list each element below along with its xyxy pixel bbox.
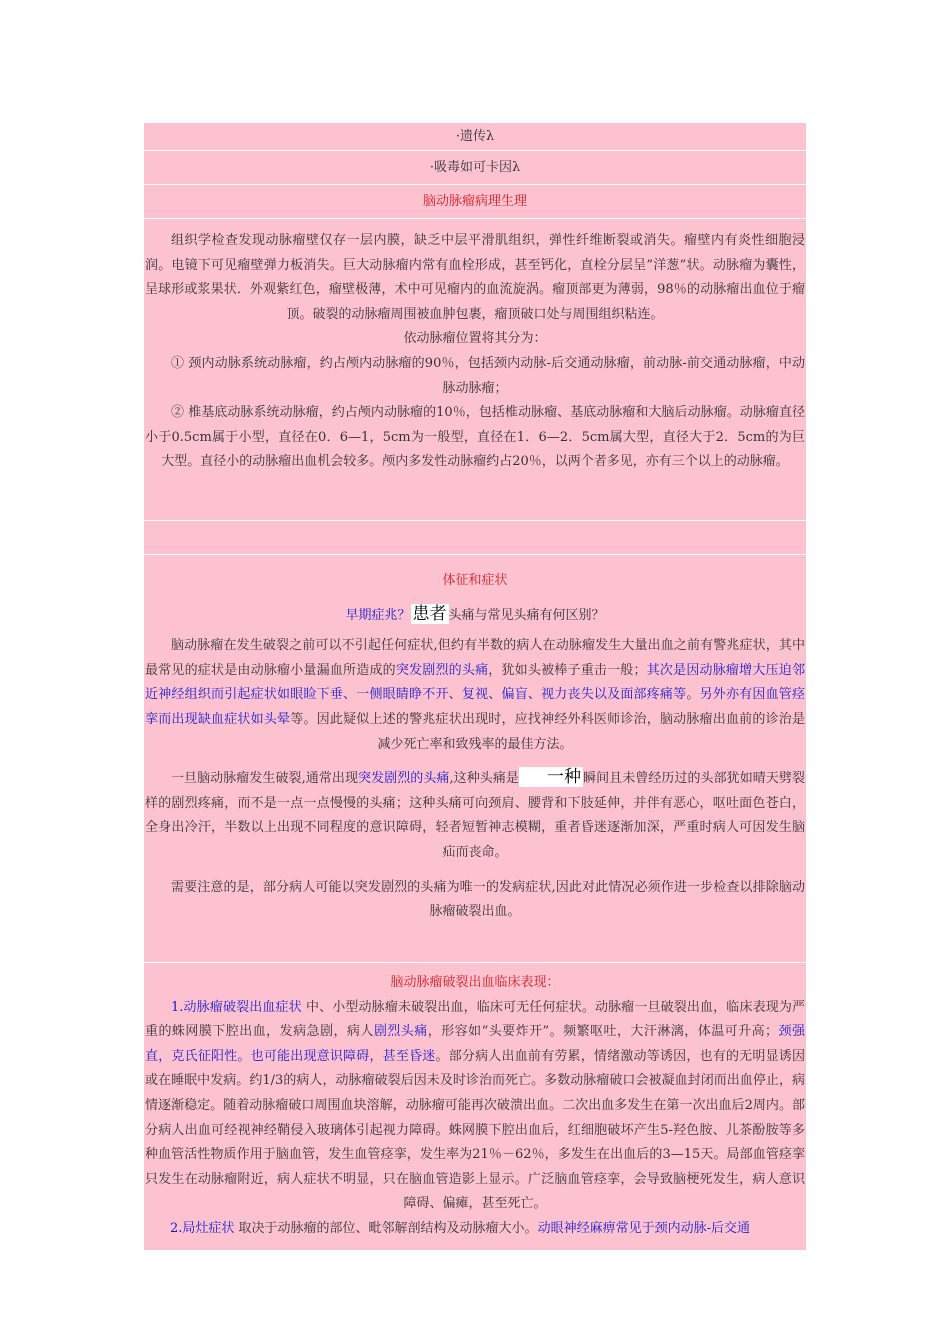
pathology-paragraph-4: ② 椎基底动脉系统动脉瘤，约占颅内动脉瘤的10％，包括椎动脉瘤、基底动脉瘤和大脑后动脉瘤。动脉瘤直径小于0.5cm属于小型，直径在0．6—1，5cm为一般型，直径在1．6—2．5cm属大型，直径大于2．5cm的为巨大型。直径小的动脉瘤出血机会较多。颅内多发性动脉瘤约占20％，以两个者多见，亦有三个以上的动脉瘤。 (145, 405, 805, 470)
section-title-signs: 体征和症状 (442, 573, 508, 588)
highlight-text: 突发剧烈的头痛 (358, 771, 450, 787)
highlight-text: 突发剧烈的头痛 (395, 662, 489, 678)
text-run: 瞬间且未曾经历过的头部犹如晴天劈裂样的剧烈疼痛，而不是一点一点慢慢的头痛；这种头痛可向颈肩、腰背和下肢延伸，并伴有恶心，呕吐面色苍白，全身出冷汗，半数以上出现不同程度的意识障碍，轻者短暂神志模糊，重者昏迷逐渐加深，严重时病人可因发生脑疝而丧命。 (145, 771, 805, 860)
text-run: 脑动脉瘤在发生破裂之前可以不引起任何症状,但约有半数的病人在动脉瘤发生大量出血之前有警兆症状，其中最常见的症状是由动脉瘤小量漏血所造成的 (145, 638, 805, 678)
highlight-text: 动脉瘤破裂出血症状 (183, 999, 302, 1015)
text-run: ，犹如头被棒子重击一般； (488, 662, 647, 678)
clinical-item-1 (144, 996, 806, 1217)
signs-paragraph-3: 需要注意的是，部分病人可能以突发剧烈的头痛为唯一的发病症状,因此对此情况必须作进一步检查以排除脑动脉瘤破裂出血。 (171, 879, 805, 920)
text-run: 一旦脑动脉瘤发生破裂,通常出现 (171, 771, 359, 787)
text-run: 取决于动脉瘤的部位、毗邻解剖结构及动脉瘤大小。 (234, 1220, 538, 1236)
item-number: 2. (170, 1220, 183, 1236)
section-title-clinical: 脑动脉瘤破裂出血临床表现： (390, 975, 560, 990)
text-run: 。 (686, 687, 700, 703)
document-page (144, 123, 806, 1251)
text-run: 中、小型动脉瘤未破裂出血，临床可无任何症状。动脉瘤一旦破裂出血，临床表现为严重的蛛网膜下腔出血，发病急剧，病人 (145, 999, 805, 1040)
highlight-text: 另外亦有因血管痉挛而出现缺血症状如头晕 (145, 687, 805, 727)
highlight-text: 剧烈头痛 (373, 1024, 428, 1040)
highlight-text: 颈强直，克氏征阳性。也可能出现意识障碍，甚至昏迷 (145, 1024, 805, 1064)
early-question-text: 头痛与常见头痛有何区别？ (448, 607, 605, 623)
highlight-box-word: 患者 (412, 603, 447, 624)
section-title-pathology: 脑动脉瘤病理生理 (144, 185, 806, 219)
spacer-row (144, 521, 806, 555)
highlight-text: 动眼神经麻痹常见于颈内动脉-后交通 (537, 1220, 750, 1236)
pathology-paragraph-2: 依动脉瘤位置将其分为： (403, 331, 547, 347)
pathology-paragraph-1: 组织学检查发现动脉瘤壁仅存一层内膜，缺乏中层平滑肌组织，弹性纤维断裂或消失。瘤壁内有炎性细胞浸润。电镜下可见瘤壁弹力板消失。巨大动脉瘤内常有血栓形成，甚至钙化，直栓分层呈”洋葱”状。动脉瘤为囊性，呈球形或浆果状．外观紫红色，瘤壁极薄，术中可见瘤内的血流旋涡。瘤顶部更为薄弱，98％的动脉瘤出血位于瘤顶。破裂的动脉瘤周围被血肿包裹，瘤顶破口处与周围组织粘连。 (145, 233, 805, 322)
text-run: ，形容如“头要炸开”。频繁呕吐，大汗淋漓，体温可升高； (427, 1024, 779, 1040)
text-run: 等。因此疑似上述的警兆症状出现时，应找神经外科医师诊治，脑动脉瘤出血前的诊治是减少死亡率和致残率的最佳方法。 (290, 711, 805, 752)
highlight-text: 局灶症状 (182, 1220, 235, 1236)
highlight-box-word: 一种 (519, 767, 583, 787)
pathology-section (144, 219, 806, 521)
pathology-paragraph-3: ① 颈内动脉系统动脉瘤，约占颅内动脉瘤的90％，包括颈内动脉-后交通动脉瘤，前动脉-前交通动脉瘤，中动脉动脉瘤； (171, 355, 805, 396)
list-item-genetic: ·遗传λ (144, 123, 806, 151)
clinical-item-2 (144, 1217, 806, 1242)
text-run: ,这种头痛是 (449, 771, 519, 787)
text-run: 。部分病人出血前有劳累，情绪激动等诱因，也有的无明显诱因或在睡眠中发病。约1/3的病人，动脉瘤破裂后因未及时诊治而死亡。多数动脉瘤破口会被凝血封闭而出血停止，病情逐渐稳定。随着动脉瘤破口周围血块溶解，动脉瘤可能再次破溃出血。二次出血多发生在第一次出血后2周内。部分病人出血可经视神经鞘侵入玻璃体引起视力障碍。蛛网膜下腔出血后，红细胞破坏产生5-羟色胺、儿茶酚胺等多种血管活性物质作用于脑血管，发生血管痉挛，发生率为21％－62％，多发生在出血后的3—15天。局部血管痉挛只发生在动脉瘤附近，病人症状不明显，只在脑血管造影上显示。广泛脑血管痉挛，会导致脑梗死发生，病人意识障碍、偏瘫，甚至死亡。 (145, 1048, 805, 1212)
list-item-drug: ·吸毒如可卡因λ (144, 151, 806, 185)
early-question-label: 早期症兆？ (345, 607, 411, 623)
early-question (144, 604, 806, 629)
signs-section (144, 555, 806, 963)
item-number: 1. (171, 999, 184, 1015)
highlight-text: 其次是因动脉瘤增大压迫邻近神经组织而引起症状如眼睑下垂、一侧眼睛睁不开、复视、偏盲、视力丧失以及面部疼痛等 (145, 662, 805, 703)
clinical-section (144, 963, 806, 1251)
signs-paragraph-2 (144, 767, 806, 865)
signs-paragraph-1 (144, 634, 806, 757)
